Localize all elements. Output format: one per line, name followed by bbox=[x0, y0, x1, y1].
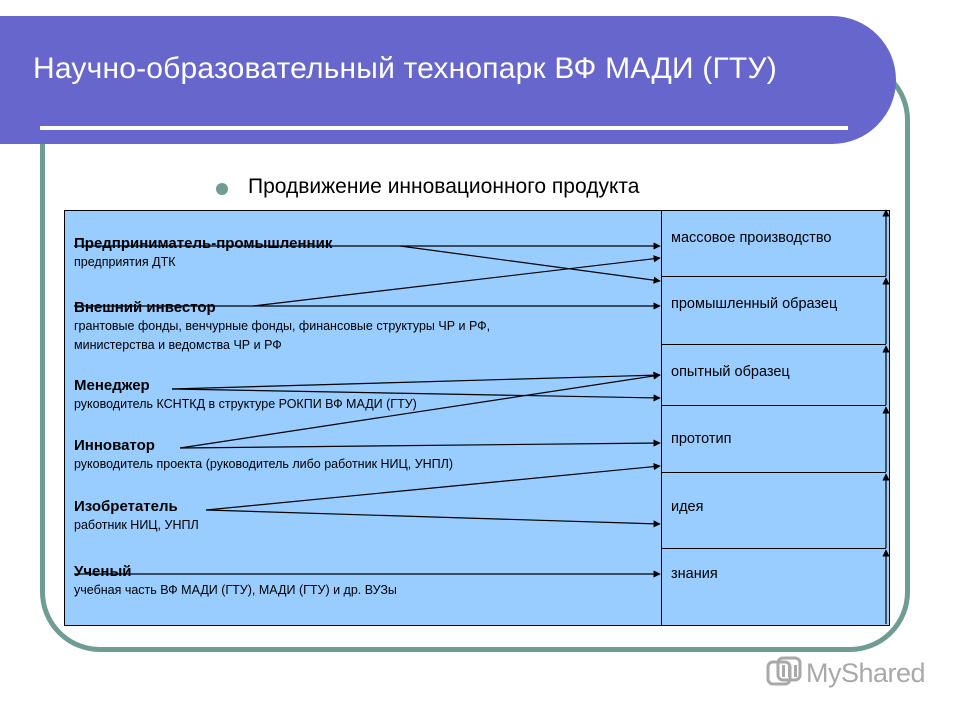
connection-arrow bbox=[400, 246, 660, 281]
connection-arrow bbox=[172, 375, 660, 389]
stage-knowledge: знания bbox=[671, 566, 718, 582]
slide-title: Научно-образовательный технопарк ВФ МАДИ (ГТУ) bbox=[33, 52, 777, 85]
myshared-logo-icon bbox=[766, 656, 802, 690]
actor-desc: учебная часть ВФ МАДИ (ГТУ), МАДИ (ГТУ) и др. ВУЗы bbox=[74, 583, 397, 597]
actor-name: Ученый bbox=[74, 563, 132, 580]
actor-desc: руководитель КСНТКД в структуре РОКПИ ВФ МАДИ (ГТУ) bbox=[74, 397, 417, 411]
stage-mass-production: массовое производство bbox=[671, 230, 832, 246]
connection-arrow bbox=[172, 389, 660, 398]
actor-desc: грантовые фонды, венчурные фонды, финансовые структуры ЧР и РФ, bbox=[74, 319, 491, 333]
stage-industrial-sample: промышленный образец bbox=[671, 296, 838, 312]
stage-prototype: прототип bbox=[671, 431, 732, 447]
stage-idea: идея bbox=[671, 499, 704, 515]
connection-arrow bbox=[180, 443, 660, 448]
connection-arrow bbox=[206, 510, 660, 524]
logo-text: MyShared bbox=[806, 657, 926, 688]
slide-subtitle: Продвижение инновационного продукта bbox=[248, 175, 640, 198]
myshared-logo bbox=[766, 655, 925, 691]
connection-arrow bbox=[206, 466, 660, 510]
actor-name: Внешний инвестор bbox=[74, 299, 216, 316]
actor-name: Менеджер bbox=[74, 377, 150, 394]
stage-experimental-sample: опытный образец bbox=[671, 364, 790, 380]
actor-name: Инноватор bbox=[74, 437, 155, 454]
actor-desc: министерства и ведомства ЧР и РФ bbox=[74, 338, 282, 352]
actor-name: Изобретатель bbox=[74, 498, 178, 515]
actor-desc: руководитель проекта (руководитель либо работник НИЦ, УНПЛ) bbox=[74, 457, 454, 471]
actor-name: Предприниматель-промышленник bbox=[74, 235, 333, 252]
connection-arrow bbox=[253, 258, 660, 306]
actor-desc: предприятия ДТК bbox=[74, 255, 176, 269]
actor-desc: работник НИЦ, УНПЛ bbox=[74, 518, 199, 532]
connection-arrow bbox=[180, 375, 660, 448]
